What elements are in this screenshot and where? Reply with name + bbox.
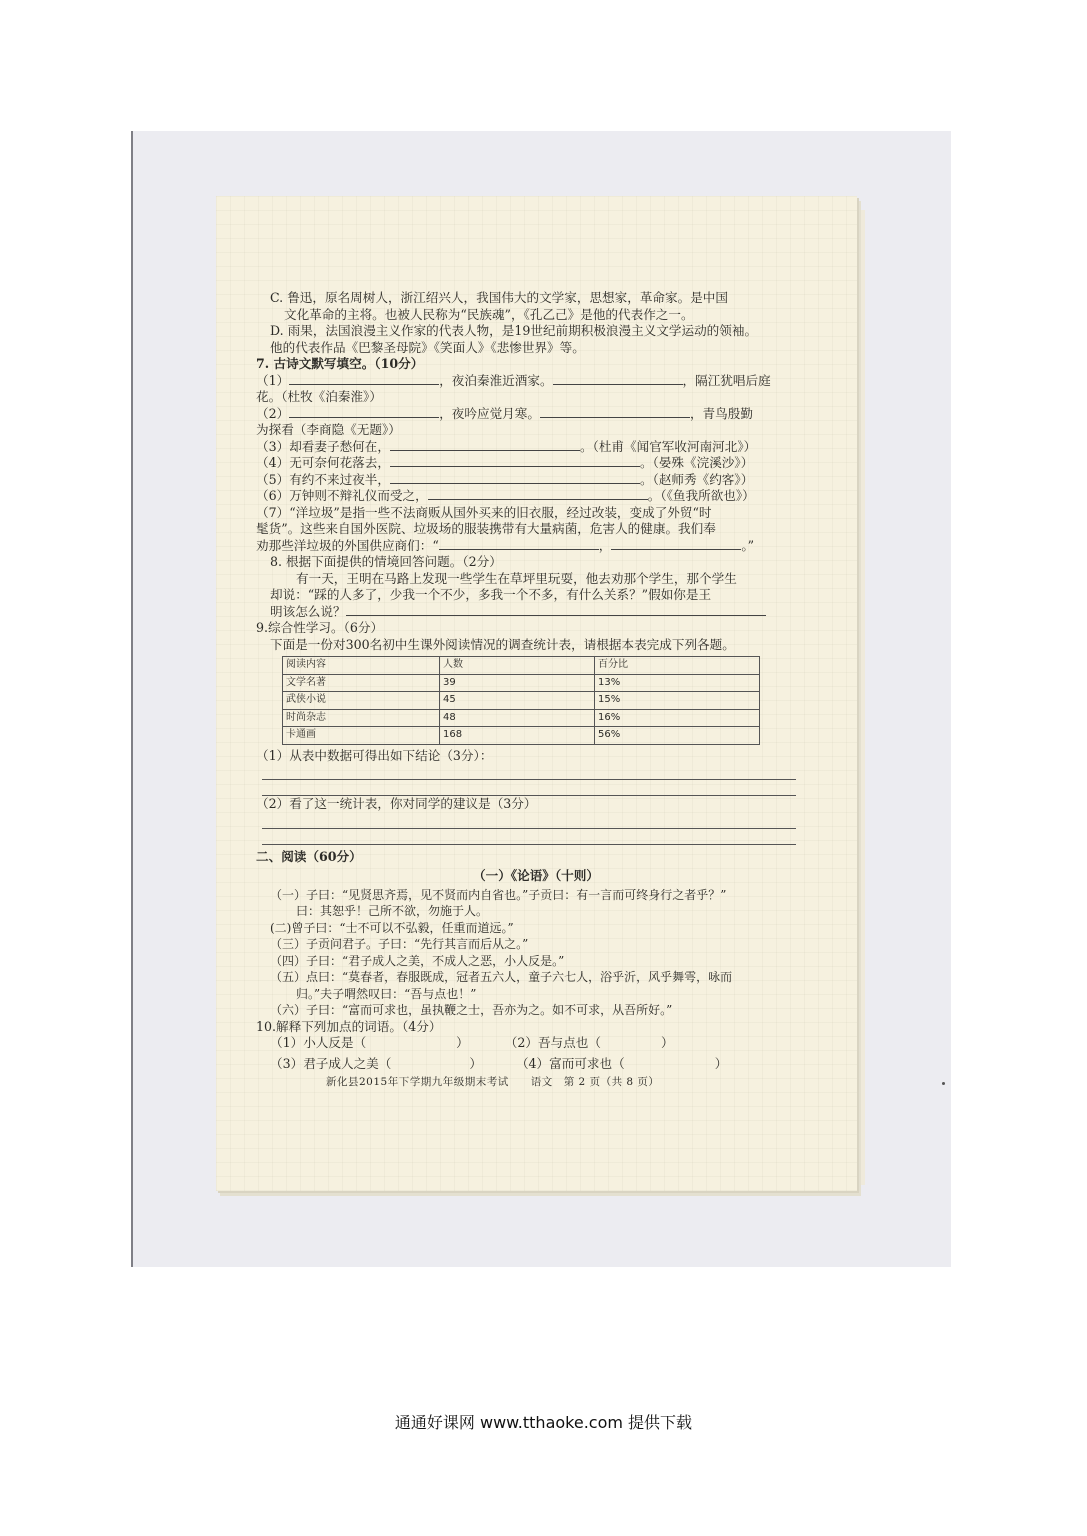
- q7-1-blank-2[interactable]: [553, 373, 683, 385]
- q7-6-prefix: （6）万钟则不辩礼仪而受之，: [256, 488, 428, 503]
- q7-1-line-a: [256, 373, 816, 390]
- lunyu-2: (二)曾子曰：“士不可以不弘毅，任重而道远。”: [270, 920, 514, 935]
- q10-item-2: （2）吾与点也（: [504, 1035, 601, 1050]
- table-row: [283, 674, 760, 692]
- table-cell: 武侠小说: [283, 692, 440, 710]
- table-cell: 15%: [595, 692, 760, 710]
- q7-2-line-b: 为探看（李商隐《无题》）: [256, 422, 401, 437]
- reading-survey-table: [282, 656, 760, 745]
- close-paren: ）: [456, 1035, 469, 1050]
- option-c-line-2: 文化革命的主将。也被人民称为“民族魂”，《孔乙己》是他的代表作之一。: [284, 306, 694, 322]
- table-cell: 时尚杂志: [283, 709, 440, 727]
- q9-answer-line-2[interactable]: [262, 780, 796, 796]
- q9-intro: 下面是一份对300名初中生课外阅读情况的调查统计表，请根据本表完成下列各题。: [270, 636, 735, 652]
- option-d-line-1: D. 雨果，法国浪漫主义作家的代表人物，是19世纪前期积极浪漫主义文学运动的领袖。: [270, 323, 758, 338]
- page-footer: 新化县2015年下学期九年级期末考试 语文 第 2 页（共 8 页）: [326, 1076, 660, 1088]
- table-header-cell: 人数: [440, 657, 595, 675]
- site-footer: 通通好课网 www.tthaoke.com 提供下载: [394, 1413, 693, 1432]
- q7-7-line-a: （7）“洋垃圾”是指一些不法商贩从国外买来的旧衣服，经过改装，变成了外贸“时: [256, 504, 712, 520]
- lunyu-title: （一）《论语》（十则）: [473, 868, 599, 883]
- q9-sub-1: （1）从表中数据可得出如下结论（3分）：: [256, 747, 493, 763]
- option-d-line-2: 他的代表作品《巴黎圣母院》《笑面人》《悲惨世界》等。: [270, 339, 585, 355]
- table-header-cell: 阅读内容: [283, 657, 440, 675]
- lunyu-4: （四）子曰：“君子成人之美，不成人之恶，小人反是。”: [270, 953, 565, 968]
- q7-7-blank-1[interactable]: [439, 538, 599, 550]
- option-c-line-1: C. 鲁迅，原名周树人，浙江绍兴人，我国伟大的文学家，思想家，革命家。是中国: [270, 290, 728, 305]
- q10-item-3: （3）君子成人之美（: [270, 1055, 392, 1071]
- lunyu-3: （三）子贡问君子。子曰：“先行其言而后从之。”: [270, 937, 529, 951]
- lunyu-5-line-b: 归。”夫子喟然叹曰：“吾与点也！”: [296, 986, 477, 1001]
- q10-row-1: [256, 1035, 816, 1052]
- table-cell: 文学名著: [283, 674, 440, 692]
- q7-6-end: 。（《鱼我所欲也》）: [647, 488, 755, 503]
- q7-2-blank-2[interactable]: [540, 406, 690, 418]
- q7-6-blank[interactable]: [428, 488, 648, 500]
- section-2-title: 二、阅读（60分）: [256, 848, 362, 864]
- q8-para-3: [256, 604, 816, 621]
- q8-para-1: 有一天，王明在马路上发现一些学生在草坪里玩耍，他去劝那个学生，那个学生: [296, 570, 737, 586]
- table-cell: 39: [440, 674, 595, 692]
- q8-title: 8. 根据下面提供的情境回答问题。（2分）: [270, 554, 502, 569]
- q7-1-line-b: 花。（杜牧《泊秦淮》）: [256, 389, 382, 404]
- q7-4-end: 。（晏殊《浣溪沙》）: [639, 455, 754, 470]
- table-header-row: [283, 657, 760, 675]
- q7-3-end: 。（杜甫《闻官军收河南河北》）: [579, 438, 757, 454]
- q9-title: 9.综合性学习。（6分）: [256, 620, 384, 635]
- q7-2-end: ，青鸟殷勤: [689, 405, 753, 421]
- q7-7-line-b: 髦货”。这些来自国外医院、垃圾场的服装携带有大量病菌，危害人的健康。我们奉: [256, 521, 716, 536]
- q7-3-blank[interactable]: [390, 439, 580, 451]
- q7-4-blank[interactable]: [390, 455, 640, 467]
- table-cell: 168: [440, 727, 595, 745]
- table-cell: 48: [440, 709, 595, 727]
- q7-7-blank-2[interactable]: [611, 538, 741, 550]
- q7-4-prefix: （4）无可奈何花落去，: [256, 455, 390, 470]
- q7-2-line-a: [256, 406, 816, 423]
- q7-5-line: [256, 472, 816, 489]
- table-cell: 13%: [595, 674, 760, 692]
- q7-4-line: [256, 455, 816, 472]
- table-row: [283, 709, 760, 727]
- close-paren: ）: [660, 1035, 674, 1050]
- q7-2-mid: ，夜吟应觉月寒。: [439, 405, 540, 421]
- q8-question: 明该怎么说？: [270, 603, 346, 619]
- lunyu-6: （六）子曰：“富而可求也，虽执鞭之士，吾亦为之。如不可求，从吾所好。”: [270, 1003, 673, 1017]
- q9-sub-2: （2）看了这一统计表，你对同学的建议是（3分）: [256, 796, 537, 811]
- exam-content: [256, 290, 816, 1091]
- table-header-cell: 百分比: [595, 657, 760, 675]
- q10-title: 10.解释下列加点的词语。（4分）: [256, 1018, 442, 1034]
- q8-answer-blank[interactable]: [346, 604, 766, 616]
- q9-answer-line-4[interactable]: [262, 829, 796, 845]
- q10-item-4: （4）富而可求也（: [515, 1055, 625, 1071]
- table-cell: 卡通画: [283, 727, 440, 745]
- table-row: [283, 727, 760, 745]
- q7-1-mid: ，夜泊秦淮近酒家。: [439, 372, 553, 388]
- q7-7-mid: ，: [598, 537, 612, 553]
- q7-7-prefix: 劝那些洋垃圾的外国供应商们：“: [256, 537, 439, 553]
- table-cell: 16%: [595, 709, 760, 727]
- close-paren: ）: [714, 1055, 728, 1071]
- page-edge: [857, 210, 865, 1185]
- q7-2-prefix: （2）: [256, 405, 290, 421]
- q7-title: 7. 古诗文默写填空。（10分）: [256, 356, 424, 371]
- q7-1-blank-1[interactable]: [289, 373, 439, 385]
- table-cell: 56%: [595, 727, 760, 745]
- q10-row-2: [256, 1052, 816, 1073]
- q9-answer-line-1[interactable]: [262, 764, 796, 780]
- q7-1-prefix: （1）: [256, 372, 290, 388]
- q7-7-end: 。”: [741, 537, 755, 553]
- q9-answer-line-3[interactable]: [262, 813, 796, 829]
- q8-para-2: 却说：“踩的人多了，少我一个不少，多我一个不多，有什么关系？”假如你是王: [270, 587, 712, 602]
- table-row: [283, 692, 760, 710]
- q7-5-prefix: （5）有约不来过夜半，: [256, 471, 390, 487]
- scan-speck: [942, 1082, 945, 1085]
- table-cell: 45: [440, 692, 595, 710]
- close-paren: ）: [469, 1055, 482, 1071]
- q7-3-prefix: （3）却看妻子愁何在，: [256, 438, 390, 454]
- lunyu-5-line-a: （五）点曰：“莫春者，春服既成，冠者五六人，童子六七人，浴乎沂，风乎舞雩，咏而: [270, 970, 733, 984]
- q7-1-end: ，隔江犹唱后庭: [682, 372, 771, 388]
- q7-6-line: [256, 488, 816, 505]
- q7-7-line-c: [256, 538, 816, 555]
- q7-2-blank-1[interactable]: [289, 406, 439, 418]
- q7-3-line: [256, 439, 816, 456]
- q7-5-end: 。（赵师秀《约客》）: [639, 471, 754, 487]
- q10-item-1: （1）小人反是（: [270, 1035, 367, 1050]
- lunyu-1-line-b: 曰：其恕乎！己所不欲，勿施于人。: [296, 904, 489, 918]
- q7-5-blank[interactable]: [390, 472, 640, 484]
- lunyu-1-line-a: （一）子曰：“见贤思齐焉，见不贤而内自省也。”子贡曰：有一言而可终身行之者乎？”: [270, 887, 727, 902]
